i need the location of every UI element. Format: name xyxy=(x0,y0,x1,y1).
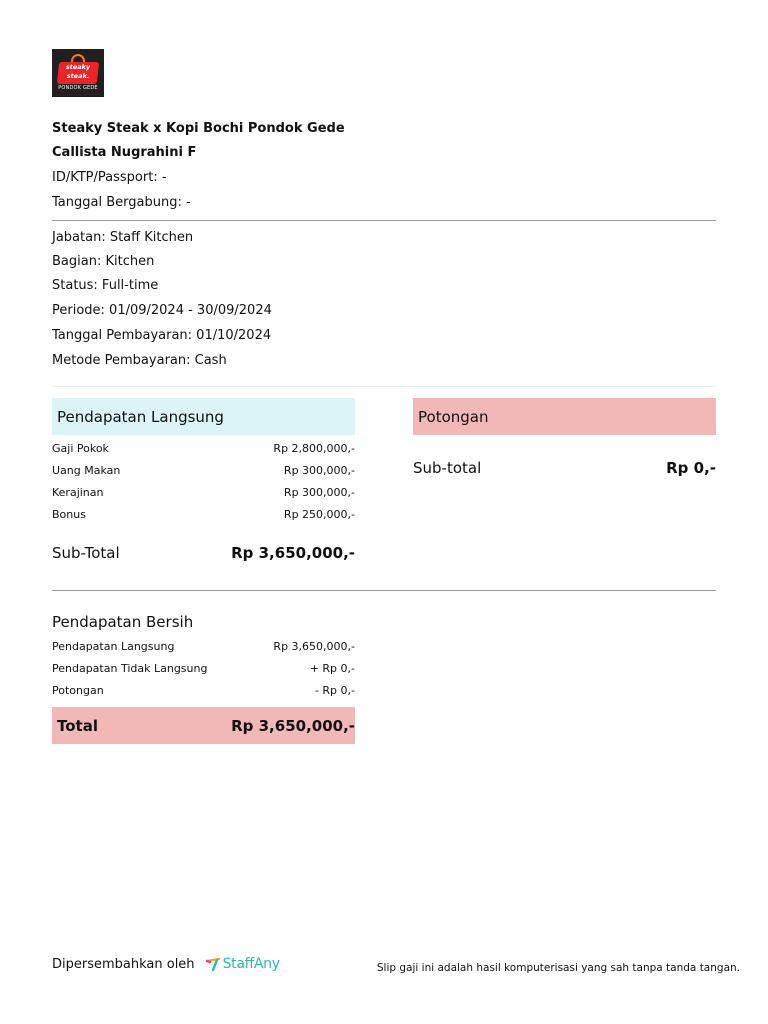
income-subtotal-label: Sub-Total xyxy=(52,544,120,562)
net-item-row xyxy=(52,639,355,655)
pay-period: Periode: 01/09/2024 - 30/09/2024 xyxy=(52,303,272,318)
net-item-label: Potongan xyxy=(52,684,104,697)
net-total-label: Total xyxy=(57,716,98,735)
deduction-section-header xyxy=(413,398,716,435)
job-department: Bagian: Kitchen xyxy=(52,254,155,269)
payment-method: Metode Pembayaran: Cash xyxy=(52,353,227,368)
staffany-brand-name: StaffAny xyxy=(222,956,280,972)
income-item-label: Bonus xyxy=(52,508,86,521)
deduction-subtotal-amount: Rp 0,- xyxy=(666,459,716,477)
net-total-bar xyxy=(52,707,355,744)
deduction-subtotal-row xyxy=(413,458,716,478)
footer-credit xyxy=(52,956,280,972)
net-item-row xyxy=(52,683,355,699)
divider-top xyxy=(52,220,716,221)
income-item-label: Uang Makan xyxy=(52,464,121,477)
income-item-amount: Rp 2,800,000,- xyxy=(273,442,355,455)
net-item-label: Pendapatan Tidak Langsung xyxy=(52,662,208,675)
income-item-row xyxy=(52,485,355,501)
footer-presented-by: Dipersembahkan oleh xyxy=(52,956,195,972)
divider-middle xyxy=(52,590,716,591)
logo-brand-line2: steak. xyxy=(66,72,90,80)
employee-name: Callista Nugrahini F xyxy=(52,145,197,160)
logo-brand-text xyxy=(58,63,98,81)
staffany-mark-icon xyxy=(205,956,221,972)
net-income-title: Pendapatan Bersih xyxy=(52,613,194,631)
income-section-title: Pendapatan Langsung xyxy=(57,407,224,426)
income-item-amount: Rp 250,000,- xyxy=(283,508,355,521)
income-section-header xyxy=(52,398,355,435)
income-item-row xyxy=(52,463,355,479)
employment-status: Status: Full-time xyxy=(52,278,159,293)
income-subtotal-amount: Rp 3,650,000,- xyxy=(231,544,355,562)
income-item-amount: Rp 300,000,- xyxy=(283,486,355,499)
job-position: Jabatan: Staff Kitchen xyxy=(52,230,194,245)
company-name: Steaky Steak x Kopi Bochi Pondok Gede xyxy=(52,121,345,136)
income-item-row xyxy=(52,441,355,457)
net-item-amount: - Rp 0,- xyxy=(314,684,355,697)
income-item-amount: Rp 300,000,- xyxy=(283,464,355,477)
staffany-logo xyxy=(205,956,280,972)
logo-location: PONDOK GEDE xyxy=(58,85,98,91)
company-logo xyxy=(52,49,104,97)
deduction-subtotal-label: Sub-total xyxy=(413,459,482,477)
footer-disclaimer: Slip gaji ini adalah hasil komputerisasi yang sah tanpa tanda tangan. xyxy=(376,962,740,974)
logo-brand-line1: steaky xyxy=(65,63,91,71)
income-item-label: Kerajinan xyxy=(52,486,104,499)
divider-light xyxy=(52,386,716,387)
net-total-amount: Rp 3,650,000,- xyxy=(231,716,355,735)
join-date: Tanggal Bergabung: - xyxy=(52,195,191,210)
income-item-label: Gaji Pokok xyxy=(52,442,109,455)
income-item-row xyxy=(52,507,355,523)
employee-id: ID/KTP/Passport: - xyxy=(52,170,167,185)
net-item-row xyxy=(52,661,355,677)
income-subtotal-row xyxy=(52,543,355,563)
net-item-amount: Rp 3,650,000,- xyxy=(273,640,355,653)
payment-date: Tanggal Pembayaran: 01/10/2024 xyxy=(52,328,272,343)
net-item-amount: + Rp 0,- xyxy=(309,662,355,675)
net-item-label: Pendapatan Langsung xyxy=(52,640,175,653)
deduction-section-title: Potongan xyxy=(418,407,489,426)
